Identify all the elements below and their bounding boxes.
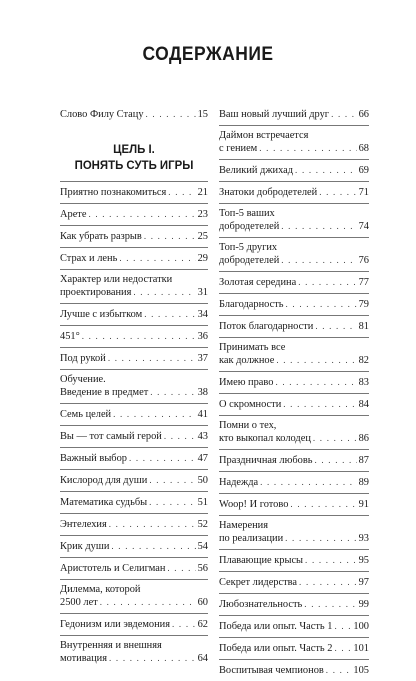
toc-entry [219,338,369,372]
toc-entry [60,492,208,514]
toc-entry-title: Под рукой [60,353,106,364]
toc-leader-dots [295,164,357,176]
toc-entry [219,272,369,294]
toc-entry-page: 54 [197,541,208,552]
toc-entry-title-line: Внутренняя и внешняя [60,640,162,651]
toc-entry-title: мотивация [60,653,108,664]
toc-entry [60,580,208,614]
toc-entry [219,594,369,616]
toc-entry [219,472,369,494]
toc-leader-dots [334,642,351,654]
toc-entry [219,416,369,450]
toc-entry-page: 69 [358,165,369,176]
toc-leader-dots [275,376,356,388]
toc-entry [60,448,208,470]
toc-entry [60,326,208,348]
toc-right-column [219,104,369,681]
toc-leader-dots [305,554,357,566]
toc-entry-title: как должное [219,355,275,366]
toc-entry [219,572,369,594]
toc-entry-title: Надежда [219,477,259,488]
toc-entry [219,294,369,316]
toc-entry-page: 36 [197,331,208,342]
toc-entry [219,616,369,638]
toc-entry-page: 101 [353,643,369,654]
toc-entry-title: Аристотель и Селигман [60,563,166,574]
toc-entry-page: 50 [197,475,208,486]
toc-entry-page: 34 [197,309,208,320]
toc-entry-title: Введение в предмет [60,387,149,398]
toc-entry-page: 68 [358,143,369,154]
toc-entry-title-line: Обучение. [60,374,106,385]
toc-entry [219,316,369,338]
toc-leader-dots [172,618,196,630]
toc-leader-dots [109,518,196,530]
toc-entry [219,182,369,204]
toc-leader-dots [167,562,195,574]
toc-entry-title: 451° [60,331,80,342]
toc-leader-dots [315,320,356,332]
toc-entry-page: 82 [358,355,369,366]
toc-entry-title: Гедонизм или эвдемония [60,619,171,630]
toc-left-list [60,182,208,669]
toc-entry-title: с гением [219,143,258,154]
toc-entry-page: 66 [358,109,369,120]
toc-entry-title-line: Даймон встречается [219,130,309,141]
toc-entry-page: 64 [197,653,208,664]
toc-entry-title: Победа или опыт. Часть 2 [219,643,333,654]
toc-leader-dots [113,408,195,420]
toc-leader-dots [168,186,195,198]
toc-leader-dots [111,540,195,552]
toc-entry-page: 97 [358,577,369,588]
toc-entry-title: Математика судьбы [60,497,148,508]
toc-leader-dots [283,398,356,410]
part-title: ПОНЯТЬ СУТЬ ИГРЫ [74,158,194,172]
toc-leader-dots [334,620,351,632]
toc-entry-title: Благодарность [219,299,284,310]
part-number: ЦЕЛЬ I. [113,142,155,156]
toc-entry [60,204,208,226]
toc-entry-title: Важный выбор [60,453,127,464]
toc-entry-title: Воспитывая чемпионов [219,665,324,676]
toc-leader-dots [119,252,195,264]
toc-entry-page: 100 [353,621,369,632]
toc-leader-dots [100,596,196,608]
toc-entry-title-line: Характер или недостатки [60,274,173,285]
toc-entry-page: 105 [353,665,369,676]
toc-entry-title-line: Принимать все [219,342,286,353]
toc-entry [60,558,208,580]
toc-entry [219,394,369,416]
toc-entry [60,248,208,270]
toc-entry-title: Энтелехия [60,519,107,530]
toc-entry-title: Лучше с избытком [60,309,143,320]
toc-leader-dots [286,298,357,310]
toc-leader-dots [326,664,352,676]
toc-entry-title: Woop! И готово [219,499,289,510]
toc-leader-dots [285,532,356,544]
toc-entry-title: по реализации [219,533,284,544]
toc-entry-title-line: Дилемма, которой [60,584,141,595]
toc-leader-dots [150,386,195,398]
toc-entry [60,514,208,536]
toc-entry-page: 76 [358,255,369,266]
toc-entry-title: добродетелей [219,255,280,266]
toc-entry-page: 77 [358,277,369,288]
toc-entry-page: 86 [358,433,369,444]
toc-leader-dots [315,454,357,466]
toc-entry-page: 38 [197,387,208,398]
toc-entry-page: 87 [358,455,369,466]
toc-entry-title: Золотая середина [219,277,297,288]
toc-leader-dots [133,286,195,298]
toc-entry [219,516,369,550]
toc-leader-dots [82,330,196,342]
toc-entry [60,370,208,404]
toc-entry-page: 91 [358,499,369,510]
toc-entry-page: 60 [197,597,208,608]
toc-entry-title: Победа или опыт. Часть 1 [219,621,333,632]
toc-entry [60,470,208,492]
toc-entry [219,372,369,394]
toc-entry-page: 95 [358,555,369,566]
toc-entry-page: 89 [358,477,369,488]
toc-entry [60,270,208,304]
toc-entry-page: 74 [358,221,369,232]
toc-entry-title: Ваш новый лучший друг [219,109,330,120]
toc-entry-title: 2500 лет [60,597,98,608]
toc-entry [60,348,208,370]
toc-leader-dots [144,230,196,242]
toc-entry-title: Страх и лень [60,253,118,264]
toc-leader-dots [281,254,356,266]
toc-leader-dots [149,496,196,508]
toc-entry [60,182,208,204]
toc-leader-dots [109,652,196,664]
toc-entry-title: Вы — тот самый герой [60,431,162,442]
toc-entry-page: 43 [197,431,208,442]
toc-entry-title: Семь целей [60,409,112,420]
toc-leader-dots [313,432,357,444]
toc-entry-page: 23 [197,209,208,220]
toc-entry-title-line: Топ-5 других [219,242,278,253]
toc-entry [219,494,369,516]
toc-entry-page: 84 [358,399,369,410]
toc-entry-page: 41 [197,409,208,420]
toc-entry-title: Плавающие крысы [219,555,304,566]
toc-entry-page: 99 [358,599,369,610]
toc-entry [219,660,369,681]
toc-entry-page: 71 [358,187,369,198]
toc-entry [60,426,208,448]
toc-leader-dots [260,476,357,488]
toc-leader-dots [129,452,196,464]
toc-entry-title: Праздничная любовь [219,455,313,466]
toc-entry-title: Секрет лидерства [219,577,298,588]
toc-entry-title: Приятно познакомиться [60,187,167,198]
toc-entry [219,204,369,238]
toc-entry-title: Великий джихад [219,165,294,176]
toc-entry [60,636,208,669]
toc-entry-title-line: Намерения [219,520,269,531]
toc-leader-dots [164,430,196,442]
toc-entry-page: 62 [197,619,208,630]
toc-leader-dots [276,354,356,366]
toc-entry [60,614,208,636]
toc-entry-page: 56 [197,563,208,574]
toc-leader-dots [298,276,356,288]
toc-leader-dots [290,498,356,510]
toc-entry [60,304,208,326]
toc-entry-title-line: Топ-5 ваших [219,208,275,219]
toc-leader-dots [146,108,196,120]
toc-entry-title: Кислород для души [60,475,148,486]
toc-leader-dots [149,474,195,486]
toc-entry-page: 15 [197,109,208,120]
toc-leader-dots [299,576,357,588]
toc-left-column [60,104,208,669]
toc-entry-title: Арете [60,209,87,220]
toc-entry-title: Как убрать разрыв [60,231,142,242]
toc-entry-title: кто выкопал колодец [219,433,311,444]
toc-entry-page: 79 [358,299,369,310]
toc-entry [219,638,369,660]
toc-leader-dots [88,208,195,220]
toc-entry-title: Имею право [219,377,274,388]
toc-entry-intro [60,104,208,125]
toc-entry [219,126,369,160]
toc-entry-page: 83 [358,377,369,388]
part-heading [60,125,208,182]
toc-entry-title: Крик души [60,541,110,552]
toc-leader-dots [108,352,196,364]
toc-entry-title: Любознательность [219,599,303,610]
toc-entry [219,550,369,572]
toc-entry [60,536,208,558]
toc-entry [219,450,369,472]
toc-entry-page: 52 [197,519,208,530]
toc-leader-dots [331,108,357,120]
toc-leader-dots [281,220,356,232]
toc-entry-page: 29 [197,253,208,264]
toc-entry-title: О скромности [219,399,282,410]
toc-entry [60,404,208,426]
toc-entry-title: добродетелей [219,221,280,232]
toc-leader-dots [144,308,195,320]
toc-leader-dots [259,142,356,154]
toc-entry [219,238,369,272]
toc-entry-page: 81 [358,321,369,332]
toc-entry-page: 93 [358,533,369,544]
toc-entry-title-line: Помни о тех, [219,420,277,431]
toc-entry-page: 25 [197,231,208,242]
toc-entry-title: проектирования [60,287,132,298]
toc-entry-page: 51 [197,497,208,508]
toc-leader-dots [304,598,356,610]
toc-entry [219,104,369,126]
toc-leader-dots [319,186,356,198]
toc-entry-page: 31 [197,287,208,298]
toc-entry-page: 21 [197,187,208,198]
toc-entry-page: 37 [197,353,208,364]
toc-entry [60,226,208,248]
toc-entry-title: Поток благодарности [219,321,314,332]
toc-entry [219,160,369,182]
toc-entry-title: Слово Филу Стацу [60,109,144,120]
toc-entry-page: 47 [197,453,208,464]
page-title: СОДЕРЖАНИЕ [142,44,274,65]
toc-entry-title: Знатоки добродетелей [219,187,318,198]
